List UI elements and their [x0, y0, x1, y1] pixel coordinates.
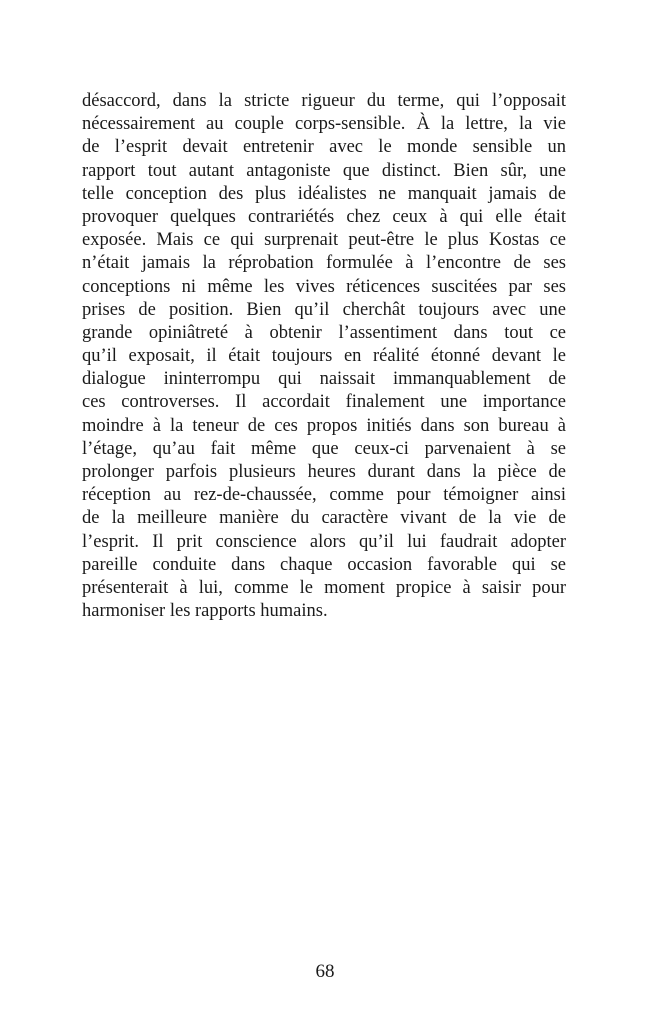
text-line: dialogue ininterrompu qui naissait immanquablement de: [82, 369, 566, 390]
text-line: harmoniser les rapports humains.: [82, 601, 328, 622]
text-line: prises de position. Bien qu’il cherchât toujours avec une: [82, 299, 566, 320]
text-line: ces controverses. Il accordait finalement une importance: [82, 392, 566, 413]
text-line: n’était jamais la réprobation formulée à l’encontre de ses: [82, 253, 566, 274]
text-line: moindre à la teneur de ces propos initiés dans son bureau à: [82, 415, 566, 436]
text-line: telle conception des plus idéalistes ne manquait jamais de: [82, 183, 566, 204]
text-line: désaccord, dans la stricte rigueur du terme, qui l’opposait: [82, 91, 566, 111]
text-line: nécessairement au couple corps-sensible. À la lettre, la vie: [82, 114, 566, 135]
text-line: l’esprit. Il prit conscience alors qu’il lui faudrait adopter: [82, 531, 566, 552]
text-line: réception au rez-de-chaussée, comme pour témoigner ainsi: [82, 485, 566, 506]
text-line: de la meilleure manière du caractère vivant de la vie de: [82, 508, 566, 529]
text-line: provoquer quelques contrariétés chez ceux à qui elle était: [82, 206, 566, 227]
text-line: l’étage, qu’au fait même que ceux-ci parvenaient à se: [82, 438, 566, 459]
text-line: qu’il exposait, il était toujours en réalité étonné devant le: [82, 346, 566, 367]
text-line: rapport tout autant antagoniste que distinct. Bien sûr, une: [82, 160, 566, 181]
text-line: conceptions ni même les vives réticences suscitées par ses: [82, 276, 566, 297]
page-number: 68: [315, 961, 335, 982]
text-line: présenterait à lui, comme le moment propice à saisir pour: [82, 577, 566, 598]
text-line: exposée. Mais ce qui surprenait peut-être le plus Kostas ce: [82, 230, 566, 251]
body-paragraph: [82, 90, 566, 623]
text-line: grande opiniâtreté à obtenir l’assentiment dans tout ce: [82, 322, 566, 343]
text-line: pareille conduite dans chaque occasion favorable qui se: [82, 554, 566, 575]
text-line: de l’esprit devait entretenir avec le monde sensible un: [82, 137, 566, 158]
text-line: prolonger parfois plusieurs heures durant dans la pièce de: [82, 462, 566, 482]
